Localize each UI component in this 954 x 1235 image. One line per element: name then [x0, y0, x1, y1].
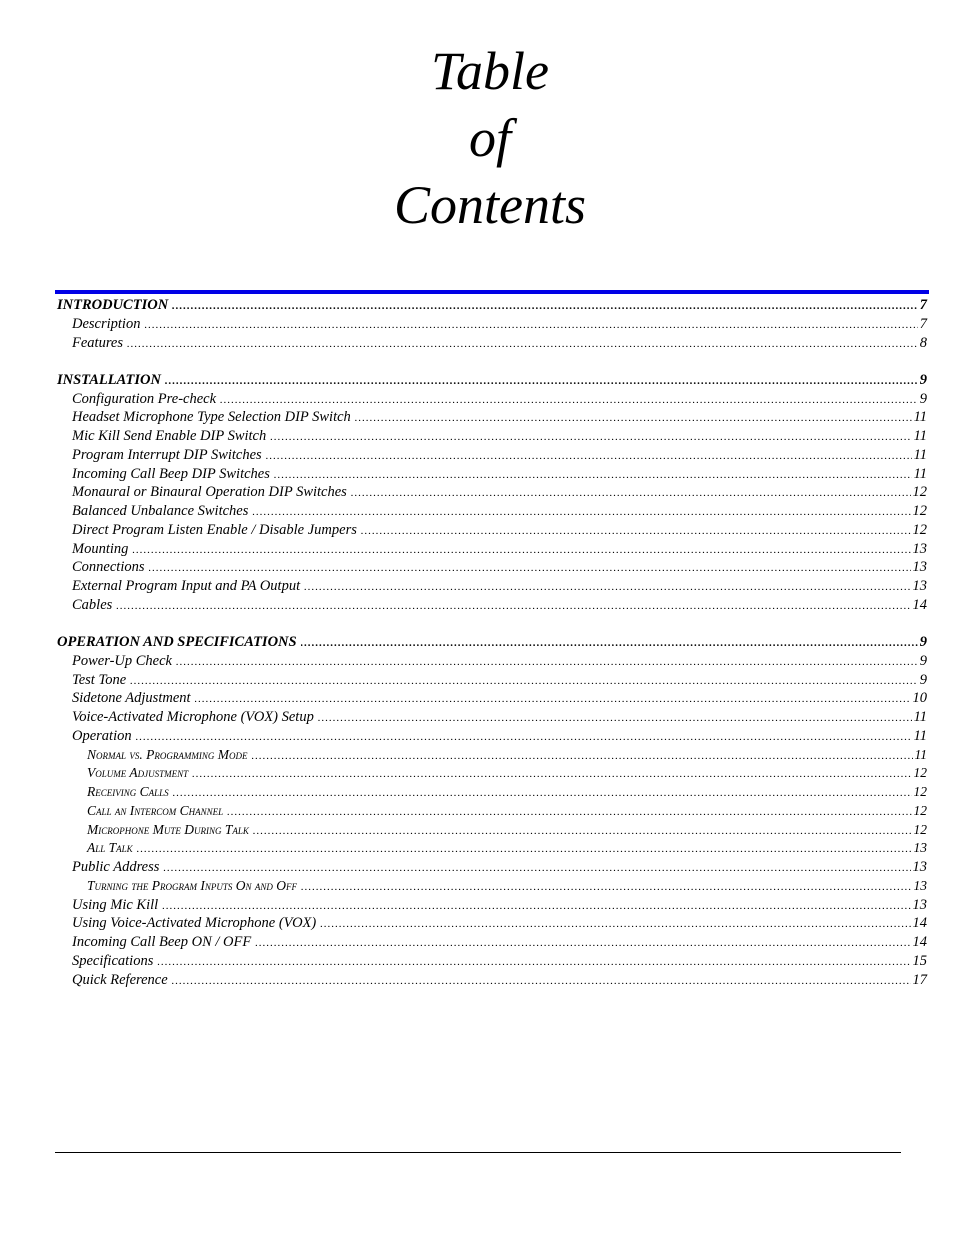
toc-entry-label: Test Tone	[72, 671, 127, 688]
toc-entry-configuration-pre-check[interactable]	[57, 390, 927, 409]
toc-entry-label: Mic Kill Send Enable DIP Switch	[72, 428, 267, 445]
toc-entry-external-program-input-and-pa-output[interactable]	[57, 577, 927, 596]
toc-entry-page-number: 12	[913, 765, 927, 781]
toc-entry-page-number: 11	[913, 709, 927, 726]
dot-leader	[301, 878, 912, 897]
toc-entry-mounting[interactable]	[57, 540, 927, 559]
toc-entry-label: All Talk	[87, 840, 133, 856]
toc-entry-connections[interactable]	[57, 558, 927, 577]
toc-entry-quick-reference[interactable]	[57, 971, 927, 990]
dot-leader	[270, 428, 911, 447]
dot-leader	[176, 653, 918, 672]
toc-entry-label: Description	[72, 315, 141, 332]
toc-entry-label: Voice-Activated Microphone (VOX) Setup	[72, 709, 314, 726]
toc-entry-label: Microphone Mute During Talk	[87, 821, 249, 837]
toc-entry-program-interrupt-dip-switches[interactable]	[57, 446, 927, 465]
toc-entry-label: Direct Program Listen Enable / Disable Jumpers	[72, 521, 357, 538]
dot-leader	[127, 335, 918, 354]
toc-entry-turning-the-program-inputs-on-and-off[interactable]	[57, 877, 927, 896]
dot-leader	[137, 840, 912, 859]
toc-entry-page-number: 9	[919, 671, 927, 688]
toc-heading-installation[interactable]	[57, 371, 927, 390]
dot-leader	[130, 672, 918, 691]
toc-entry-label: Balanced Unbalance Switches	[72, 503, 249, 520]
toc-entry-label: Volume Adjustment	[87, 765, 189, 781]
title-line-table: Table	[430, 41, 550, 101]
toc-entry-page-number: 12	[912, 521, 927, 538]
toc-entry-call-an-intercom-channel[interactable]	[57, 802, 927, 821]
toc-entry-label: Headset Microphone Type Selection DIP Switch	[72, 409, 351, 426]
toc-entry-label: Configuration Pre-check	[72, 390, 217, 407]
dot-leader	[318, 709, 912, 728]
dot-leader	[266, 447, 912, 466]
toc-entry-label: Program Interrupt DIP Switches	[72, 446, 262, 463]
dot-leader	[227, 803, 911, 822]
toc-entry-page-number: 13	[912, 578, 927, 595]
toc-entry-page-number: 9	[919, 652, 927, 669]
dot-leader	[162, 897, 910, 916]
toc-entry-label: Call an Intercom Channel	[87, 802, 224, 818]
dot-leader	[173, 784, 912, 803]
toc-entry-page-number: 11	[913, 465, 927, 482]
toc-entry-monaural-or-binaural-operation-dip-switches[interactable]	[57, 483, 927, 502]
toc-entry-page-number: 15	[912, 952, 927, 969]
toc-entry-description[interactable]	[57, 315, 927, 334]
dot-leader	[361, 522, 911, 541]
toc-entry-page-number: 13	[912, 859, 927, 876]
toc-entry-page-number: 10	[912, 690, 927, 707]
dot-leader	[132, 541, 910, 560]
toc-entry-page-number: 12	[912, 484, 927, 501]
dot-leader	[220, 391, 918, 410]
toc-entry-incoming-call-beep-dip-switches[interactable]	[57, 465, 927, 484]
toc-entry-label: Incoming Call Beep ON / OFF	[72, 934, 252, 951]
toc-entry-balanced-unbalance-switches[interactable]	[57, 502, 927, 521]
toc-entry-using-mic-kill[interactable]	[57, 896, 927, 915]
toc-entry-label: Features	[72, 334, 124, 351]
dot-leader	[165, 372, 918, 391]
toc-entry-label: Normal vs. Programming Mode	[87, 746, 248, 762]
toc-entry-page-number: 7	[919, 297, 927, 313]
toc-entry-label: Cables	[72, 596, 113, 613]
dot-leader	[144, 316, 917, 335]
dot-leader	[163, 859, 910, 878]
toc-entry-normal-vs-programming-mode[interactable]	[57, 746, 927, 765]
dot-leader	[195, 690, 911, 709]
toc-entry-label: Incoming Call Beep DIP Switches	[72, 465, 270, 482]
toc-entry-features[interactable]	[57, 334, 927, 353]
toc-entry-specifications[interactable]	[57, 952, 927, 971]
toc-entry-page-number: 11	[913, 727, 927, 744]
toc-entry-label: INSTALLATION	[57, 371, 161, 388]
dot-leader	[304, 578, 910, 597]
title-line-contents: Contents	[393, 175, 586, 235]
toc-entry-label: Quick Reference	[72, 971, 168, 988]
dot-leader	[136, 728, 912, 747]
toc-entry-mic-kill-send-enable-dip-switch[interactable]	[57, 427, 927, 446]
toc-entry-headset-microphone-type-selection-dip-switch[interactable]	[57, 408, 927, 427]
toc-entry-label: INTRODUCTION	[57, 297, 169, 313]
toc-entry-label: Power-Up Check	[72, 652, 172, 669]
toc-entry-page-number: 14	[912, 934, 927, 951]
toc-section-installation	[57, 371, 927, 615]
toc-entry-page-number: 13	[913, 840, 927, 856]
toc-entry-page-number: 9	[919, 390, 927, 407]
page-title	[0, 38, 954, 239]
toc-entry-microphone-mute-during-talk[interactable]	[57, 821, 927, 840]
toc-entry-page-number: 11	[913, 428, 927, 445]
toc-section-introduction	[57, 296, 927, 352]
toc-entry-page-number: 7	[919, 315, 927, 332]
toc-entry-page-number: 14	[912, 596, 927, 613]
toc-entry-cables[interactable]	[57, 596, 927, 615]
toc-entry-label: Operation	[72, 727, 132, 744]
toc-entry-label: Connections	[72, 559, 145, 576]
toc-entry-label: Monaural or Binaural Operation DIP Switches	[72, 484, 347, 501]
toc-entry-public-address[interactable]	[57, 858, 927, 877]
toc-entry-page-number: 13	[912, 896, 927, 913]
toc-entry-page-number: 12	[913, 802, 927, 818]
dot-leader	[255, 934, 910, 953]
dot-leader	[116, 597, 910, 616]
toc-entry-label: Using Mic Kill	[72, 896, 159, 913]
toc-entry-page-number: 11	[913, 446, 927, 463]
toc-entry-operation[interactable]	[57, 727, 927, 746]
toc-entry-page-number: 13	[912, 559, 927, 576]
toc-entry-direct-program-listen-enable-disable-jumpers[interactable]	[57, 521, 927, 540]
toc-heading-operation-and-specifications[interactable]	[57, 633, 927, 652]
toc-entry-label: Public Address	[72, 859, 160, 876]
toc-entry-page-number: 9	[919, 371, 927, 388]
dot-leader	[355, 409, 912, 428]
dot-leader	[172, 972, 911, 991]
toc-entry-all-talk[interactable]	[57, 839, 927, 858]
dot-leader	[301, 634, 918, 653]
toc-entry-sidetone-adjustment[interactable]	[57, 689, 927, 708]
toc-heading-introduction[interactable]	[57, 296, 927, 315]
title-line-of: of	[468, 108, 511, 168]
toc-entry-label: OPERATION AND SPECIFICATIONS	[57, 634, 297, 651]
dot-leader	[251, 747, 912, 766]
toc-entry-power-up-check[interactable]	[57, 652, 927, 671]
toc-entry-page-number: 9	[919, 634, 927, 651]
toc-section-operation-and-specifications	[57, 633, 927, 989]
toc-entry-label: Turning the Program Inputs On and Off	[87, 877, 297, 893]
dot-leader	[274, 466, 912, 485]
dot-leader	[157, 953, 910, 972]
toc-entry-label: Mounting	[72, 540, 129, 557]
toc-entry-page-number: 13	[912, 540, 927, 557]
toc-entry-page-number: 12	[912, 503, 927, 520]
toc-entry-test-tone[interactable]	[57, 671, 927, 690]
toc-entry-page-number: 11	[914, 746, 927, 762]
toc-entry-label: Sidetone Adjustment	[72, 690, 191, 707]
toc-entry-using-voice-activated-microphone-vox[interactable]	[57, 914, 927, 933]
toc-entry-voice-activated-microphone-vox-setup[interactable]	[57, 708, 927, 727]
dot-leader	[320, 915, 910, 934]
toc-entry-label: Specifications	[72, 952, 154, 969]
toc-entry-receiving-calls[interactable]	[57, 783, 927, 802]
toc-entry-incoming-call-beep-on-off[interactable]	[57, 933, 927, 952]
dot-leader	[149, 559, 911, 578]
dot-leader	[172, 297, 918, 316]
toc-entry-page-number: 13	[913, 877, 927, 893]
toc-entry-page-number: 8	[919, 334, 927, 351]
toc-entry-page-number: 12	[913, 821, 927, 837]
toc-entry-label: External Program Input and PA Output	[72, 578, 301, 595]
dot-leader	[351, 484, 911, 503]
dot-leader	[252, 503, 910, 522]
dot-leader	[253, 822, 912, 841]
toc-entry-page-number: 14	[912, 915, 927, 932]
toc-list	[57, 296, 927, 1008]
toc-entry-label: Receiving Calls	[87, 784, 169, 800]
toc-entry-page-number: 12	[913, 784, 927, 800]
top-blue-rule	[55, 290, 929, 294]
toc-entry-page-number: 11	[913, 409, 927, 426]
dot-leader	[192, 765, 911, 784]
toc-entry-volume-adjustment[interactable]	[57, 764, 927, 783]
bottom-rule	[55, 1152, 901, 1153]
toc-entry-page-number: 17	[912, 971, 927, 988]
toc-entry-label: Using Voice-Activated Microphone (VOX)	[72, 915, 317, 932]
